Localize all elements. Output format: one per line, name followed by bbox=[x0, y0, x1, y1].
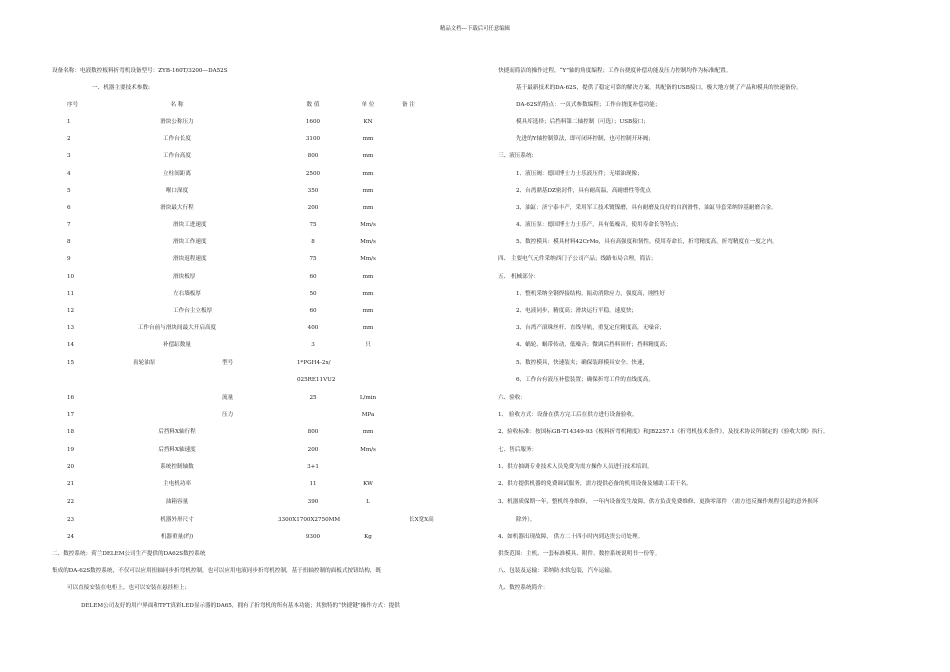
row-value: 2500 bbox=[305, 171, 321, 177]
row-no: 2 bbox=[67, 136, 71, 142]
row-unit: MPa bbox=[361, 412, 375, 418]
row-value: 200 bbox=[307, 205, 319, 211]
row-value: 1*PGH4-2x/ bbox=[297, 360, 331, 366]
col-header-name: 名 称 bbox=[170, 102, 184, 108]
paragraph-line: 2、电液同步，精度高；滑块运行平稳，速度快； bbox=[516, 308, 638, 314]
paragraph-line: 4、蜗轮、蜗带传动，低噪音；微调后挡料顶杆；挡料精度高； bbox=[516, 342, 671, 348]
row-value: 200 bbox=[307, 447, 319, 453]
row-no: 17 bbox=[67, 412, 75, 418]
row-no: 3 bbox=[67, 153, 71, 159]
row-no: 21 bbox=[67, 481, 75, 487]
paragraph-line: 1、液压阀：德国博士力士乐液压件；无堵油现像； bbox=[516, 171, 643, 177]
row-name: 滑块返程速度 bbox=[173, 256, 207, 262]
row-name: 机器重量(约) bbox=[160, 534, 194, 540]
row-name: 机器外形尺寸 bbox=[160, 517, 194, 523]
paragraph-line: 5、数控模具：模具材料42CrMo，具有高强度和韧性，使用寿命长，折弯精度高，折弯精度在一度之内。 bbox=[516, 239, 778, 245]
row-sub-label: 压力 bbox=[222, 412, 234, 418]
col-header-value: 数 值 bbox=[306, 102, 320, 108]
row-value: 50 bbox=[309, 291, 317, 297]
paragraph: 可以直接安装在电柜上，也可以安装在悬挂柜上； bbox=[67, 585, 191, 591]
row-no: 6 bbox=[67, 205, 71, 211]
row-value: 11 bbox=[309, 481, 317, 487]
row-name: 滑块工进速度 bbox=[173, 222, 207, 228]
col-header-unit: 单 位 bbox=[361, 102, 375, 108]
row-value: 800 bbox=[307, 429, 319, 435]
row-no: 4 bbox=[67, 171, 71, 177]
row-unit: mm bbox=[362, 274, 374, 280]
row-no: 22 bbox=[67, 499, 75, 505]
row-no: 16 bbox=[67, 395, 75, 401]
paragraph-line: 5、数控模具，快速装夹；确保装卸模具安全、快速， bbox=[516, 360, 649, 366]
row-no: 7 bbox=[67, 222, 71, 228]
row-name: 工作台主立板厚 bbox=[173, 308, 213, 314]
paragraph-line: 2、验收标准：按国标GB-T14349-93《板料折弯机精度》和JB2257.1《折弯机技术条件》，及技术协议所制定的《验收大纲》执行。 bbox=[498, 429, 829, 435]
paragraph-line: 除外）。 bbox=[516, 517, 536, 523]
paragraph-line: 2、台湾鼎基DZ密封件，具有耐高温，高耐磨性等优点 bbox=[516, 188, 651, 194]
paragraph-line: 八、包装及运输：采纳防水软包装，汽车运输。 bbox=[498, 568, 616, 574]
row-unit: mm bbox=[362, 153, 374, 159]
row-value: 3300X1700X2750MM bbox=[278, 517, 341, 523]
row-name: 系统控制轴数 bbox=[160, 464, 194, 470]
row-unit: Mm/s bbox=[360, 239, 376, 245]
row-name: 滑块最大行程 bbox=[160, 205, 194, 211]
row-unit: 只 bbox=[365, 342, 371, 348]
row-unit: mm bbox=[362, 205, 374, 211]
paragraph-line: 五、 机械部分： bbox=[498, 274, 539, 280]
row-value: 60 bbox=[309, 308, 317, 314]
row-unit: L/min bbox=[359, 395, 377, 401]
row-unit: mm bbox=[362, 136, 374, 142]
row-unit: Mm/s bbox=[360, 222, 376, 228]
row-no: 14 bbox=[67, 342, 75, 348]
row-unit: mm bbox=[362, 325, 374, 331]
paragraph-line: 供货范围：主机、一套标准模具、附件、数控系统说明书一份等。 bbox=[498, 551, 661, 557]
row-value: 8 bbox=[311, 239, 315, 245]
row-unit: mm bbox=[362, 429, 374, 435]
paragraph-line: 七、售后服务： bbox=[498, 447, 538, 453]
row-no: 5 bbox=[67, 188, 71, 194]
row-name: 齿轮油泵 bbox=[133, 360, 156, 366]
row-no: 23 bbox=[67, 517, 75, 523]
row-value: 75 bbox=[309, 256, 317, 262]
paragraph: 集成的DA-62S数控系统，不仅可以应用扭轴同步折弯机控制，也可以应用电液同步折弯机控制，基于扭轴控制的面板式按钮结构，既 bbox=[52, 568, 382, 574]
paragraph: DELEM公司友好的用户界面和TFT真彩LED显示器的DA65，拥有了折弯机的所有基本功能；其独特的“快捷键”操作方式：提供 bbox=[81, 603, 400, 609]
row-sub-label: 型号 bbox=[222, 360, 234, 366]
paragraph-line: 三、液压系统: bbox=[498, 153, 534, 159]
paragraph-line: 3、油缸：济宁泰丰产，采用军工技术镀镍磨，具有耐磨及良好的自润滑性，油缸导套采纳锌基耐磨合金。 bbox=[516, 205, 777, 211]
row-unit: L bbox=[366, 499, 370, 505]
paragraph-line: 1、 验收方式：设备在供方完工后在供方进行设备验收。 bbox=[498, 412, 638, 418]
row-name: 滑块公称压力 bbox=[160, 119, 194, 125]
row-name: 工作台高度 bbox=[163, 153, 191, 159]
row-unit: mm bbox=[362, 291, 374, 297]
row-value: 75 bbox=[309, 222, 317, 228]
paragraph-line: 基于最新技术的DA-62S，提供了稳定可靠的解决方案。其配备的USB接口，极大地方便了产品和模具的快速备份。 bbox=[516, 85, 802, 91]
row-no: 11 bbox=[67, 291, 75, 297]
paragraph-line: 1、供方抽调专业技术人员免费为需方操作人员进行技术培训。 bbox=[498, 464, 653, 470]
row-unit: Mm/s bbox=[360, 256, 376, 262]
row-name: 油箱容量 bbox=[165, 499, 189, 505]
row-name: 滑块板厚 bbox=[173, 274, 196, 280]
row-unit: KN bbox=[363, 119, 373, 125]
row-value: 25 bbox=[309, 395, 317, 401]
row-value: 3 bbox=[311, 342, 315, 348]
row-no: 19 bbox=[67, 447, 75, 453]
section-heading-1: 一、机器主要技术参数: bbox=[92, 85, 150, 91]
paragraph-line: 3、台湾产滚珠丝杆、直线导轨，重复定位精度高，无噪音； bbox=[516, 325, 665, 331]
page-header: 精品文档---下载后可任意编辑 bbox=[439, 26, 511, 32]
row-no: 1 bbox=[67, 119, 71, 125]
paragraph-line: 4、液压泵：德国博士力士乐产，具有低噪音，使用寿命长等特点； bbox=[516, 222, 682, 228]
col-header-note: 备 注 bbox=[402, 102, 415, 108]
row-no: 24 bbox=[67, 534, 75, 540]
paragraph-line: 4、如机器出现故障， 供方二十四小时内到达贵公司处理。 bbox=[498, 534, 644, 540]
row-value-cont: 025RE11VU2 bbox=[297, 377, 336, 383]
row-unit: mm bbox=[362, 171, 374, 177]
paragraph-line: DA-62S的特点：一页式参数编程；工作台挠度补偿功能； bbox=[516, 102, 661, 108]
row-name: 后挡料X轴速度 bbox=[158, 447, 196, 453]
row-name: 喉口深度 bbox=[165, 188, 189, 194]
paragraph-line: 九、数控系统简介： bbox=[498, 585, 549, 591]
row-no: 13 bbox=[67, 325, 75, 331]
row-name: 立柱间距离 bbox=[163, 171, 191, 177]
row-value: 9300 bbox=[305, 534, 321, 540]
paragraph-line: 快捷而简洁的操作过程，“Y”轴的角度编程；工作台挠度补偿功能及压力控制均作为标准配置。 bbox=[498, 68, 732, 74]
row-unit: Kg bbox=[364, 534, 372, 540]
row-name: 滑块工作速度 bbox=[173, 239, 207, 245]
row-no: 18 bbox=[67, 429, 75, 435]
paragraph-line: 1、整机采纳全钢焊接结构，振动消除应力，强度高，刚性好 bbox=[516, 291, 665, 297]
paragraph-line: 模具库选择；后挡料第二轴控制（可选）；USB接口； bbox=[516, 119, 649, 125]
row-no: 15 bbox=[67, 360, 75, 366]
paragraph-line: 四、 主要电气元件采纳西门子公司产品；线路布局合理，简洁； bbox=[498, 256, 657, 262]
row-no: 20 bbox=[67, 464, 75, 470]
paragraph-line: 3、机器质保期一年，整机终身维修， 一年内设备发生故障，供方负责免费维修、更换零部件 （需方违反操作规程引起的意外损坏 bbox=[498, 499, 819, 505]
row-name: 主电机功率 bbox=[163, 481, 191, 487]
row-sub-label: 流量 bbox=[222, 395, 234, 401]
paragraph-line: 6、工作台有液压补偿装置；确保折弯工件的直线度高， bbox=[516, 377, 654, 383]
col-header-no: 序号 bbox=[67, 102, 79, 108]
row-name: 工作台长度 bbox=[163, 136, 191, 142]
row-note: 长X宽X高 bbox=[409, 517, 434, 523]
row-unit: mm bbox=[362, 188, 374, 194]
row-name: 后挡料X轴行程 bbox=[158, 429, 196, 435]
row-name: 左右墙板厚 bbox=[173, 291, 201, 297]
row-value: 390 bbox=[307, 499, 319, 505]
row-value: 3+1 bbox=[307, 464, 319, 470]
row-no: 8 bbox=[67, 239, 71, 245]
row-value: 3100 bbox=[305, 136, 321, 142]
paragraph-line: 六、验收： bbox=[498, 395, 526, 401]
row-value: 60 bbox=[309, 274, 317, 280]
row-no: 9 bbox=[67, 256, 71, 262]
row-unit: KW bbox=[363, 481, 373, 487]
section-heading-2: 二、数控系统：荷兰DELEM公司生产提供的DA62S数控系统 bbox=[52, 551, 206, 557]
row-value: 350 bbox=[307, 188, 319, 194]
row-value: 1600 bbox=[305, 119, 321, 125]
row-unit: mm bbox=[362, 308, 374, 314]
row-name: 补偿缸数量 bbox=[163, 342, 191, 348]
row-unit: Mm/s bbox=[360, 447, 376, 453]
row-no: 12 bbox=[67, 308, 75, 314]
row-no: 10 bbox=[67, 274, 75, 280]
paragraph-line: 2、供方提供机器的免费调试服务，需方提供必备的机用设备及辅助工若干名。 bbox=[498, 481, 692, 487]
row-name: 工作台前与滑块间最大开启高度 bbox=[137, 325, 217, 331]
row-value: 400 bbox=[307, 325, 319, 331]
row-value: 800 bbox=[307, 153, 319, 159]
paragraph-line: 先进的Y轴控制算法，即可闭环控制，也可控制开环阀； bbox=[516, 136, 654, 142]
device-line: 设备名称：电液数控板料折弯机设备型号：ZYB-160T/3200—DA52S bbox=[52, 68, 228, 74]
